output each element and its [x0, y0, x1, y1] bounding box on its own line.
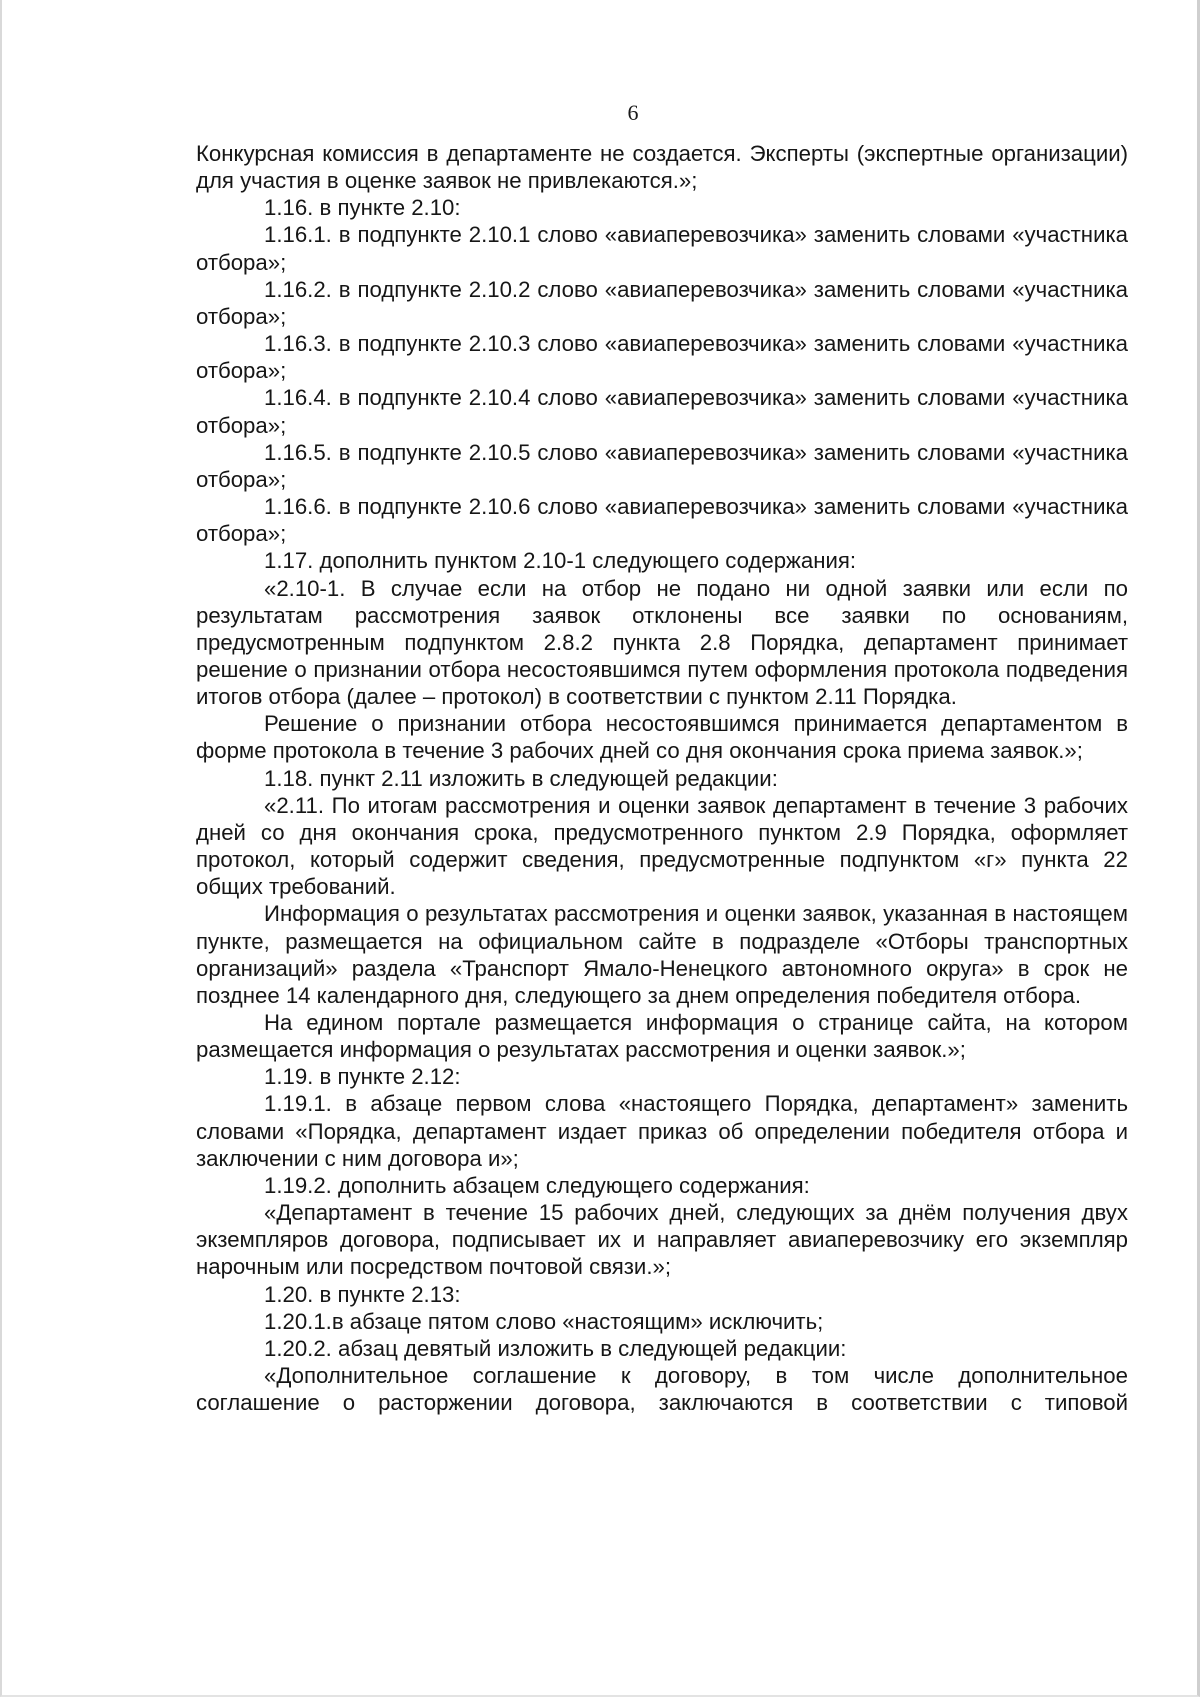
paragraph: 1.20.2. абзац девятый изложить в следующей редакции: — [264, 1335, 847, 1361]
paragraph: 1.20. в пункте 2.13: — [264, 1281, 461, 1307]
document-body — [196, 140, 1128, 1416]
page-number: 6 — [627, 100, 639, 125]
paragraph: 1.16.3. в подпункте 2.10.3 слово «авиаперевозчика» заменить словами «участника отбора»; — [196, 331, 1128, 384]
paragraph: Информация о результатах рассмотрения и оценки заявок, указанная в настоящем пункте, размещается на официальном сайте в подразделе «Отборы транспортных организаций» раздела «Транспорт Ямало-Ненецкого автономного округа» в срок не позднее 14 календарного дня, следующего за днем определения победителя отбора. — [196, 901, 1128, 1008]
paragraph: На едином портале размещается информация о странице сайта, на котором размещается информация о результатах рассмотрения и оценки заявок.»; — [196, 1010, 1128, 1063]
paragraph: «2.11. По итогам рассмотрения и оценки заявок департамент в течение 3 рабочих дней со дня окончания срока, предусмотренного пунктом 2.9 Порядка, оформляет протокол, который содержит сведения, предусмотренные подпунктом «г» пункта 22 общих требований. — [196, 792, 1128, 900]
paragraph: 1.16.1. в подпункте 2.10.1 слово «авиаперевозчика» заменить словами «участника отбора»; — [196, 222, 1128, 275]
paragraph: 1.17. дополнить пунктом 2.10-1 следующего содержания: — [264, 548, 857, 574]
paragraph: 1.19.2. дополнить абзацем следующего содержания: — [264, 1172, 810, 1198]
paragraph: 1.19. в пункте 2.12: — [264, 1064, 461, 1090]
paragraph: «2.10-1. В случае если на отбор не подано ни одной заявки или если по результатам рассмотрения заявок отклонены все заявки по основаниям, предусмотренным подпунктом 2.8.2 пункта 2.8 Порядка, департамент принимает решение о признании отбора несостоявшимся путем оформления протокола подведения итогов отбора (далее – протокол) в соответствии с пунктом 2.11 Порядка. — [196, 575, 1128, 710]
paragraph: 1.16.4. в подпункте 2.10.4 слово «авиаперевозчика» заменить словами «участника отбора»; — [196, 385, 1128, 438]
paragraph: 1.18. пункт 2.11 изложить в следующей редакции: — [264, 765, 778, 791]
paragraph: «Дополнительное соглашение к договору, в том числе дополнительное соглашение о расторжении договора, заключаются в соответствии с типовой — [196, 1363, 1128, 1416]
paragraph: 1.16. в пункте 2.10: — [264, 195, 461, 221]
paragraph: «Департамент в течение 15 рабочих дней, следующих за днём получения двух экземпляров договора, подписывает их и направляет авиаперевозчику его экземпляр нарочным или посредством почтовой связи.»; — [196, 1200, 1128, 1280]
paragraph: 1.16.6. в подпункте 2.10.6 слово «авиаперевозчика» заменить словами «участника отбора»; — [196, 494, 1128, 547]
paragraph: 1.20.1.в абзаце пятом слово «настоящим» исключить; — [264, 1308, 824, 1334]
paragraph: 1.16.2. в подпункте 2.10.2 слово «авиаперевозчика» заменить словами «участника отбора»; — [196, 276, 1128, 329]
paragraph: 1.16.5. в подпункте 2.10.5 слово «авиаперевозчика» заменить словами «участника отбора»; — [196, 439, 1128, 492]
paragraph: Решение о признании отбора несостоявшимся принимается департаментом в форме протокола в течение 3 рабочих дней со дня окончания срока приема заявок.»; — [196, 711, 1128, 764]
paragraph: Конкурсная комиссия в департаменте не создается. Эксперты (экспертные организации) для участия в оценке заявок не привлекаются.»; — [196, 141, 1128, 194]
paragraph: 1.19.1. в абзаце первом слова «настоящего Порядка, департамент» заменить словами «Порядка, департамент издает приказ об определении победителя отбора и заключении с ним договора и»; — [196, 1091, 1128, 1171]
